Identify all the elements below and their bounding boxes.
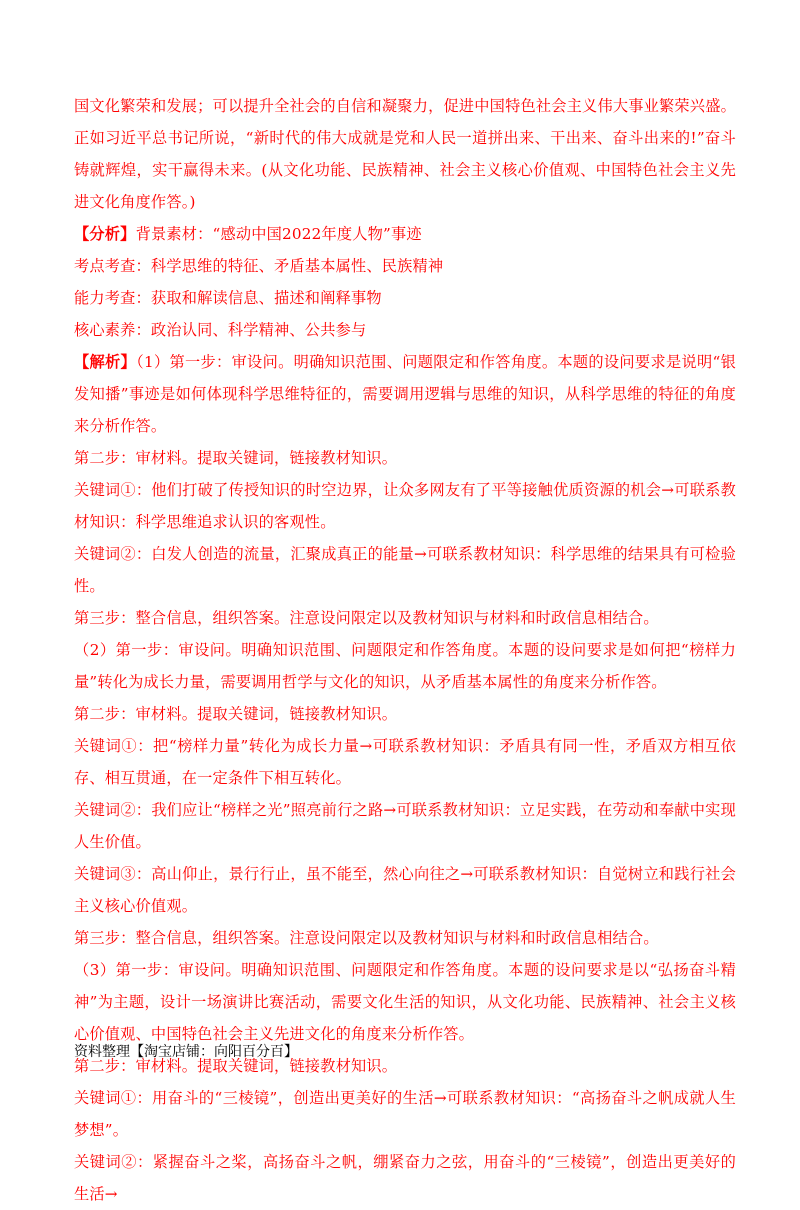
paragraph [74,314,736,346]
paragraph [74,90,736,218]
paragraph-text: 关键词③：高山仰止，景行行止，虽不能至，然心向往之→可联系教材知识：自觉树立和践行社会主义核心价值观。 [74,865,736,915]
paragraph-text: 第二步：审材料。提取关键词，链接教材知识。 [74,1057,398,1075]
paragraph-text: 第二步：审材料。提取关键词，链接教材知识。 [74,705,398,723]
section-tag: 【分析】 [74,225,136,243]
paragraph [74,730,736,794]
paragraph [74,538,736,602]
paragraph [74,250,736,282]
paragraph-text: 关键词②：紧握奋斗之桨，高扬奋斗之帆，绷紧奋力之弦，用奋斗的“三棱镜”，创造出更美好的生活→ [74,1153,736,1203]
paragraph-text: 考点考查：科学思维的特征、矛盾基本属性、民族精神 [74,257,444,275]
paragraph-text: 国文化繁荣和发展；可以提升全社会的自信和凝聚力，促进中国特色社会主义伟大事业繁荣兴盛。正如习近平总书记所说，“新时代的伟大成就是党和人民一道拼出来、干出来、奋斗出来的!”奋斗铸就辉煌，实干赢得未来。(从文化功能、民族精神、社会主义核心价值观、中国特色社会主义先进文化角度作答。) [74,97,736,211]
paragraph-text: （3）第一步：审设问。明确知识范围、问题限定和作答角度。本题的设问要求是以“弘扬奋斗精神”为主题，设计一场演讲比赛活动，需要文化生活的知识，从文化功能、民族精神、社会主义核心价值观、中国特色社会主义先进文化的角度来分析作答。 [74,961,736,1043]
paragraph-text: 第三步：整合信息，组织答案。注意设问限定以及教材知识与材料和时政信息相结合。 [74,609,659,627]
paragraph [74,922,736,954]
paragraph [74,954,736,1050]
paragraph-text: 关键词①：用奋斗的“三棱镜”，创造出更美好的生活→可联系教材知识：“高扬奋斗之帆成就人生梦想”。 [74,1089,736,1139]
paragraph [74,1082,736,1146]
paragraph-text: （1）第一步：审设问。明确知识范围、问题限定和作答角度。本题的设问要求是说明“银发知播”事迹是如何体现科学思维特征的，需要调用逻辑与思维的知识，从科学思维的特征的角度来分析作答。 [74,353,736,435]
paragraph-text: （2）第一步：审设问。明确知识范围、问题限定和作答角度。本题的设问要求是如何把“榜样力量”转化为成长力量，需要调用哲学与文化的知识，从矛盾基本属性的角度来分析作答。 [74,641,736,691]
paragraph [74,794,736,858]
paragraph [74,218,736,250]
paragraph [74,1146,736,1210]
paragraph-text: 核心素养：政治认同、科学精神、公共参与 [74,321,367,339]
paragraph [74,858,736,922]
section-tag: 【解析】 [74,353,137,371]
paragraph-text: 能力考查：获取和解读信息、描述和阐释事物 [74,289,382,307]
paragraph [74,474,736,538]
paragraph [74,602,736,634]
paragraph-text: 第二步：审材料。提取关键词，链接教材知识。 [74,449,398,467]
paragraph-text: 关键词①：把“榜样力量”转化为成长力量→可联系教材知识：矛盾具有同一性，矛盾双方相互依存、相互贯通，在一定条件下相互转化。 [74,737,736,787]
paragraph [74,346,736,442]
paragraph-text: 关键词①：他们打破了传授知识的时空边界，让众多网友有了平等接触优质资源的机会→可联系教材知识：科学思维追求认识的客观性。 [74,481,736,531]
paragraph-text: 第三步：整合信息，组织答案。注意设问限定以及教材知识与材料和时政信息相结合。 [74,929,659,947]
paragraph [74,282,736,314]
paragraph [74,442,736,474]
paragraph [74,698,736,730]
paragraph-text: 关键词②：白发人创造的流量，汇聚成真正的能量→可联系教材知识：科学思维的结果具有可检验性。 [74,545,736,595]
paragraph-text: 关键词②：我们应让“榜样之光”照亮前行之路→可联系教材知识：立足实践，在劳动和奉献中实现人生价值。 [74,801,736,851]
paragraph [74,634,736,698]
page-footer: 资料整理【淘宝店铺：向阳百分百】 [74,1044,298,1060]
paragraph-text: 背景素材：“感动中国2022年度人物”事迹 [135,225,422,243]
